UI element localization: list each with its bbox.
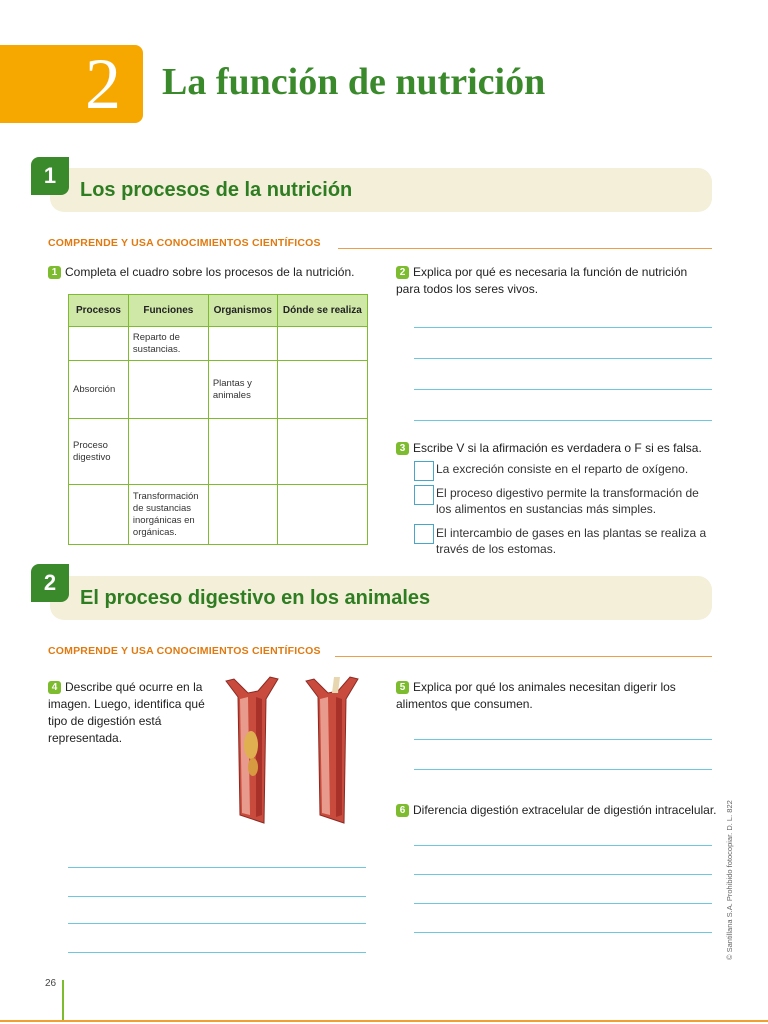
true-false-box[interactable]: [414, 485, 434, 505]
section-2-number: 2: [31, 564, 69, 602]
question-1-text: Completa el cuadro sobre los procesos de la nutrición.: [65, 265, 355, 279]
question-number-badge: 2: [396, 266, 409, 279]
question-2: [396, 264, 706, 298]
chapter-title: La función de nutrición: [162, 61, 546, 103]
question-number-badge: 5: [396, 681, 409, 694]
true-false-box[interactable]: [414, 461, 434, 481]
page-number: 26: [45, 978, 57, 989]
answer-line[interactable]: [68, 867, 366, 868]
question-5-text: Explica por qué los animales necesitan digerir los alimentos que consumen.: [396, 680, 676, 711]
table-cell[interactable]: [208, 485, 277, 545]
question-number-badge: 6: [396, 804, 409, 817]
table-cell[interactable]: [69, 327, 129, 361]
table-header: Procesos: [69, 295, 129, 327]
table-row: [69, 361, 368, 419]
answer-line[interactable]: [414, 327, 712, 328]
table-cell[interactable]: [277, 361, 367, 419]
bottom-rule: [0, 1020, 768, 1022]
table-cell[interactable]: [128, 419, 208, 485]
answer-line[interactable]: [414, 932, 712, 933]
statement-2: El proceso digestivo permite la transformación de los alimentos en sustancias más simples.: [436, 486, 699, 516]
statement-1: La excreción consiste en el reparto de oxígeno.: [436, 462, 689, 476]
statement-3: El intercambio de gases en las plantas se realiza a través de los estomas.: [436, 526, 707, 556]
table-cell: Transformación de sustancias inorgánicas en orgánicas.: [128, 485, 208, 545]
nutrition-table: [68, 294, 368, 545]
table-cell: Absorción: [69, 361, 129, 419]
question-3-text: Escribe V si la afirmación es verdadera o F si es falsa.: [413, 441, 702, 455]
table-header: Organismos: [208, 295, 277, 327]
table-row: [69, 419, 368, 485]
table-header: Funciones: [128, 295, 208, 327]
table-cell[interactable]: [69, 485, 129, 545]
table-header: Dónde se realiza: [277, 295, 367, 327]
table-cell: Reparto de sustancias.: [128, 327, 208, 361]
question-1: [48, 264, 378, 281]
question-number-badge: 1: [48, 266, 61, 279]
table-cell[interactable]: [128, 361, 208, 419]
answer-line[interactable]: [414, 845, 712, 846]
table-cell: Proceso digestivo: [69, 419, 129, 485]
table-cell[interactable]: [277, 485, 367, 545]
answer-line[interactable]: [414, 769, 712, 770]
answer-line[interactable]: [68, 896, 366, 897]
question-4-text: Describe qué ocurre en la imagen. Luego, identifica qué tipo de digestión está representada.: [48, 680, 205, 745]
answer-line[interactable]: [68, 923, 366, 924]
answer-line[interactable]: [414, 739, 712, 740]
subhead-rule: [335, 656, 712, 657]
page-number-rule: [62, 980, 64, 1022]
table-cell[interactable]: [277, 327, 367, 361]
table-row: [69, 485, 368, 545]
true-false-box[interactable]: [414, 524, 434, 544]
table-row: [69, 327, 368, 361]
answer-line[interactable]: [414, 358, 712, 359]
answer-line[interactable]: [414, 874, 712, 875]
answer-line[interactable]: [68, 952, 366, 953]
table-cell: Plantas y animales: [208, 361, 277, 419]
question-5: [396, 679, 706, 713]
section-1-title: Los procesos de la nutrición: [80, 179, 353, 201]
section-1-number: 1: [31, 157, 69, 195]
table-cell[interactable]: [208, 327, 277, 361]
answer-line[interactable]: [414, 389, 712, 390]
question-3: [396, 440, 706, 457]
section-2-subhead: COMPRENDE Y USA CONOCIMIENTOS CIENTÍFICOS: [48, 645, 321, 657]
question-4: [48, 679, 213, 747]
answer-line[interactable]: [414, 903, 712, 904]
question-number-badge: 3: [396, 442, 409, 455]
question-number-badge: 4: [48, 681, 61, 694]
question-2-text: Explica por qué es necesaria la función de nutrición para todos los seres vivos.: [396, 265, 688, 296]
section-1-subhead: COMPRENDE Y USA CONOCIMIENTOS CIENTÍFICOS: [48, 237, 321, 249]
chapter-number-badge: 2: [0, 45, 143, 123]
question-6-text: Diferencia digestión extracelular de digestión intracelular.: [413, 803, 717, 817]
section-2-title: El proceso digestivo en los animales: [80, 587, 431, 609]
digestive-tube-illustration: [220, 675, 370, 825]
table-cell[interactable]: [208, 419, 277, 485]
answer-line[interactable]: [414, 420, 712, 421]
subhead-rule: [338, 248, 712, 249]
question-6: [396, 802, 726, 819]
table-cell[interactable]: [277, 419, 367, 485]
copyright-note: © Santillana S.A. Prohibido fotocopiar. D. L. 822: [725, 800, 734, 960]
